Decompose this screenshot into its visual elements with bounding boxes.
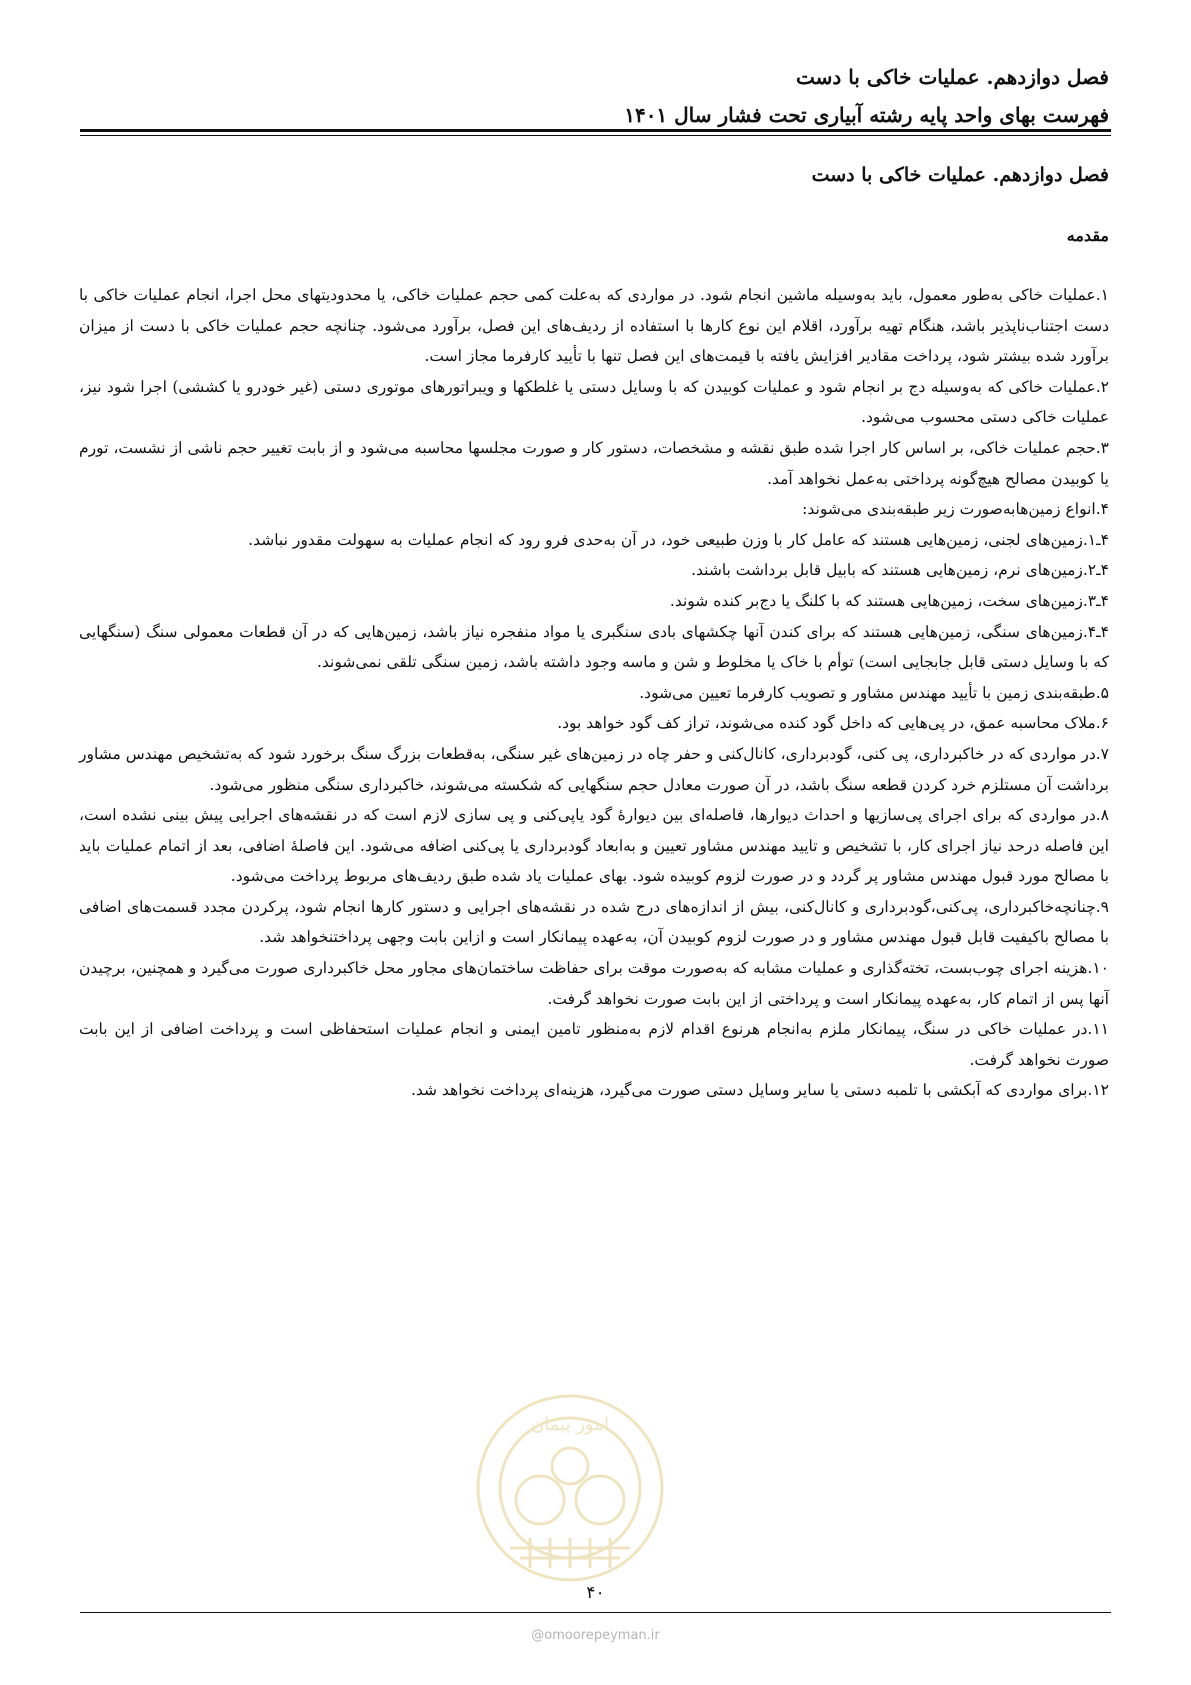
chapter-title: فصل دوازدهم. عملیات خاکی با دست — [811, 164, 1109, 186]
watermark-text: امور پیمان — [531, 1414, 609, 1435]
paragraph-4-2: ۴ـ۲.زمین‌های نرم، زمین‌هایی هستند که بابیل قابل برداشت باشند. — [691, 561, 1109, 580]
paragraph-1: ۱.عملیات خاکی به‌طور معمول، باید به‌وسیله ماشین انجام شود. در مواردی که به‌علت کمی حجم عملیات خاکی، یا محدودیتهای محل اجرا، انجام عملیات خاکی با دست اجتناب‌ناپذیر باشد، هنگام تهیه برآورد، اقلام این نوع کارها با استفاده از ردیف‌های این فصل، برآورد می‌شود. چنانچه حجم عملیات خاکی با دست از میزان برآورد شده بیشتر شود، پرداخت مقادیر افزایش یافته با قیمت‌های این فصل تنها با تأیید کارفرما مجاز است. — [79, 286, 1109, 366]
section-heading: مقدمه — [1066, 226, 1109, 245]
paragraph-9: ۹.چنانچه‌خاکبرداری، پی‌کنی،گودبرداری و کانال‌کنی، بیش از اندازه‌های درج شده در نقشه‌های اجرایی و دستور کارها انجام شود، پرکردن مجدد قسمت‌های اضافی با مصالح باکیفیت قابل قبول مهندس مشاور و در صورت لزوم کوبیدن آن، به‌عهده پیمانکار است و ازاین بابت وجهی پرداختنخواهد شد. — [79, 897, 1109, 947]
header-rule-thick — [80, 129, 1111, 132]
paragraph-3: ۳.حجم عملیات خاکی، بر اساس کار اجرا شده طبق نقشه و مشخصات، دستور کار و صورت مجلسها محاسبه می‌شود و از بابت تغییر حجم ناشی از نشست، تورم یا کوبیدن مصالح هیچ‌گونه پرداختی به‌عمل نخواهد آمد. — [79, 438, 1109, 488]
page-header — [79, 58, 1109, 134]
paragraph-5: ۵.طبقه‌بندی زمین با تأیید مهندس مشاور و تصویب کارفرما تعیین می‌شود. — [639, 683, 1109, 702]
header-chapter-title: فصل دوازدهم. عملیات خاکی با دست — [795, 65, 1109, 89]
paragraph-8: ۸.در مواردی که برای اجرای پی‌سازیها و احداث دیوارها، فاصله‌ای بین دیوارهٔ گود یاپی‌کنی و پی سازی لازم است که در نقشه‌های اجرایی پیش بینی نشده است، این فاصله درحد نیاز اجرای کار، با تشخیص و تایید مهندس مشاور تعیین و به‌ابعاد گودبرداری یا پی‌کنی اضافه می‌شود. این فاصلهٔ اضافی، بعد از اتمام عملیات باید با مصالح مورد قبول مهندس مشاور پر گردد و در صورت لزوم کوبیده شود. بهای عملیات یاد شده طبق ردیف‌های مربوط پرداخت می‌شود. — [79, 806, 1109, 886]
header-document-title: فهرست بهای واحد پایه رشته آبیاری تحت فشار سال ۱۴۰۱ — [624, 103, 1109, 127]
paragraph-12: ۱۲.برای مواردی که آبکشی با تلمبه دستی یا سایر وسایل دستی صورت می‌گیرد، هزینه‌ای پرداخت نخواهد شد. — [410, 1081, 1109, 1100]
paragraph-11: ۱۱.در عملیات خاکی در سنگ، پیمانکار ملزم به‌انجام هرنوع اقدام لازم به‌منظور تامین ایمنی و انجام عملیات استحفاظی است و پرداخت اضافی از این بابت صورت نخواهد گرفت. — [79, 1020, 1109, 1069]
footer-rule — [80, 1612, 1111, 1613]
paragraph-7: ۷.در مواردی که در خاکبرداری، پی کنی، گودبرداری، کانال‌کنی و حفر چاه در زمین‌های غیر سنگی، به‌قطعات بزرگ سنگ برخورد شود که به‌تشخیص مهندس مشاور برداشت آن مستلزم خرد کردن قطعه سنگ باشد، در آن صورت معادل حجم سنگهایی که شکسته می‌شوند، خاکبرداری سنگی منظور می‌شود. — [79, 744, 1109, 794]
paragraph-4-4: ۴ـ۴.زمین‌های سنگی، زمین‌هایی هستند که برای کندن آنها چکشهای بادی سنگبری یا مواد منفجره نیاز باشد، زمین‌هایی که در آن قطعات معمولی سنگ (سنگهایی که با وسایل دستی قابل جابجایی است) توأم با خاک یا مخلوط و شن و ماسه وجود داشته باشد، زمین سنگی تلقی نمی‌شوند. — [79, 622, 1109, 672]
header-rule-thin — [80, 135, 1111, 136]
paragraph-2: ۲.عملیات خاکی که به‌وسیله دج بر انجام شود و عملیات کوبیدن که با وسایل دستی یا غلطکها و ویبراتورهای موتوری دستی (غیر خودرو یا کششی) اجرا شود نیز، عملیات خاکی دستی محسوب می‌شود. — [79, 377, 1109, 427]
gear-seal-icon — [470, 1388, 670, 1588]
paragraph-4-3: ۴ـ۳.زمین‌های سخت، زمین‌هایی هستند که با کلنگ یا دج‌بر کنده شوند. — [669, 591, 1109, 610]
paragraph-4-1: ۴ـ۱.زمین‌های لجنی، زمین‌هایی هستند که عامل کار با وزن طبیعی خود، در آن به‌حدی فرو رود که انجام عملیات به سهولت مقدور نباشد. — [248, 530, 1109, 549]
paragraph-6: ۶.ملاک محاسبه عمق، در پی‌هایی که داخل گود کنده می‌شوند، تراز کف گود خواهد بود. — [557, 714, 1109, 733]
paragraph-10: ۱۰.هزینه اجرای چوب‌بست، تخته‌گذاری و عملیات مشابه که به‌صورت موقت برای حفاظت ساختمان‌های مجاور محل خاکبرداری صورت می‌گیرد و همچنین، برچیدن آنها پس از اتمام کار، به‌عهده پیمانکار است و پرداختی از این بابت صورت نخواهد گرفت. — [79, 959, 1109, 1008]
body-text — [79, 280, 1109, 1106]
paragraph-4: ۴.انواع زمین‌هابه‌صورت زیر طبقه‌بندی می‌شوند: — [802, 500, 1109, 519]
footer-website: @omoorepeyman.ir — [531, 1628, 660, 1643]
page-number: ۴۰ — [586, 1583, 605, 1603]
